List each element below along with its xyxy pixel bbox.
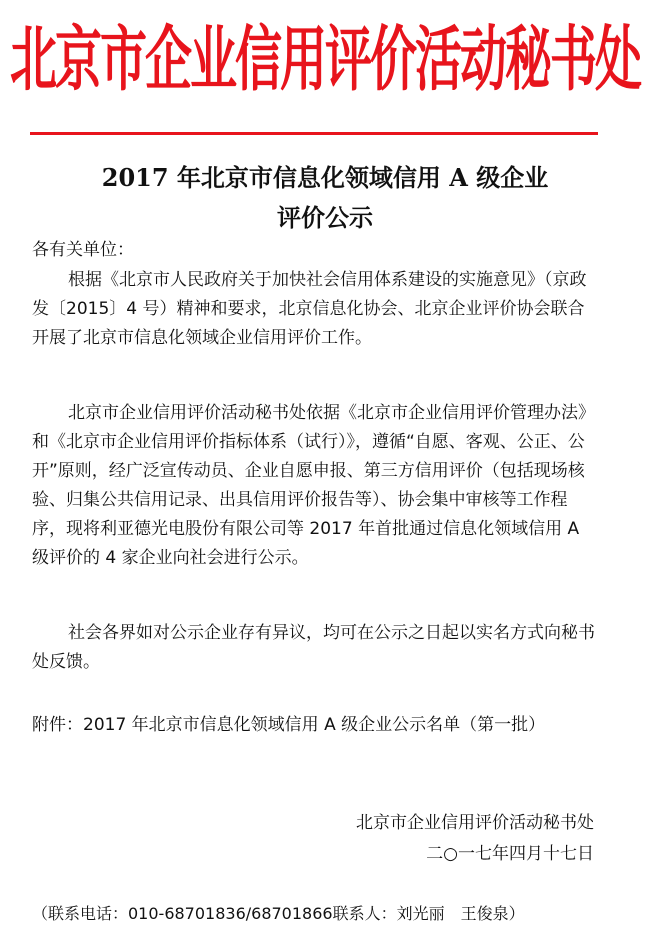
signature-org: 北京市企业信用评价活动秘书处 bbox=[356, 813, 594, 833]
paragraph-2: 北京市企业信用评价活动秘书处依据《北京市企业信用评价管理办法》和《北京市企业信用评价指标体系（试行）》，遵循“自愿、客观、公正、公开”原则，经广泛宣传动员、企业自愿申报、第三方信用评价（包括现场核验、归集公共信用记录、出具信用评价报告等）、协会集中审核等工作程序，现将利亚德光电股份有限公司等 2017 年首批通过信息化领域信用 A 级评价的 4 家企业向社会进行公示。 bbox=[32, 403, 595, 568]
contact-phone: （联系电话：010-68701836/68701866 bbox=[32, 904, 333, 923]
notice-title-line2: 评价公示 bbox=[277, 203, 373, 232]
salutation: 各有关单位： bbox=[32, 240, 134, 260]
notice-title bbox=[0, 158, 650, 238]
header-divider bbox=[30, 132, 598, 135]
paragraph-1: 根据《北京市人民政府关于加快社会信用体系建设的实施意见》（京政发〔2015〕4 号）精神和要求，北京信息化协会、北京企业评价协会联合开展了北京市信息化领域企业信用评价工作。 bbox=[32, 270, 587, 348]
header-org-name: 北京市企业信用评价活动秘书处 bbox=[10, 19, 640, 102]
attachment-note: 附件：2017 年北京市信息化领域信用 A 级企业公示名单（第一批） bbox=[32, 715, 546, 735]
paragraph-3: 社会各界如对公示企业存有异议，均可在公示之日起以实名方式向秘书处反馈。 bbox=[32, 623, 595, 672]
contact-info bbox=[32, 903, 525, 925]
contact-person: 联系人：刘光丽 王俊泉） bbox=[332, 904, 525, 923]
signature-date: 二○一七年四月十七日 bbox=[426, 844, 594, 864]
notice-title-line1: 2017 年北京市信息化领域信用 A 级企业 bbox=[101, 163, 549, 192]
